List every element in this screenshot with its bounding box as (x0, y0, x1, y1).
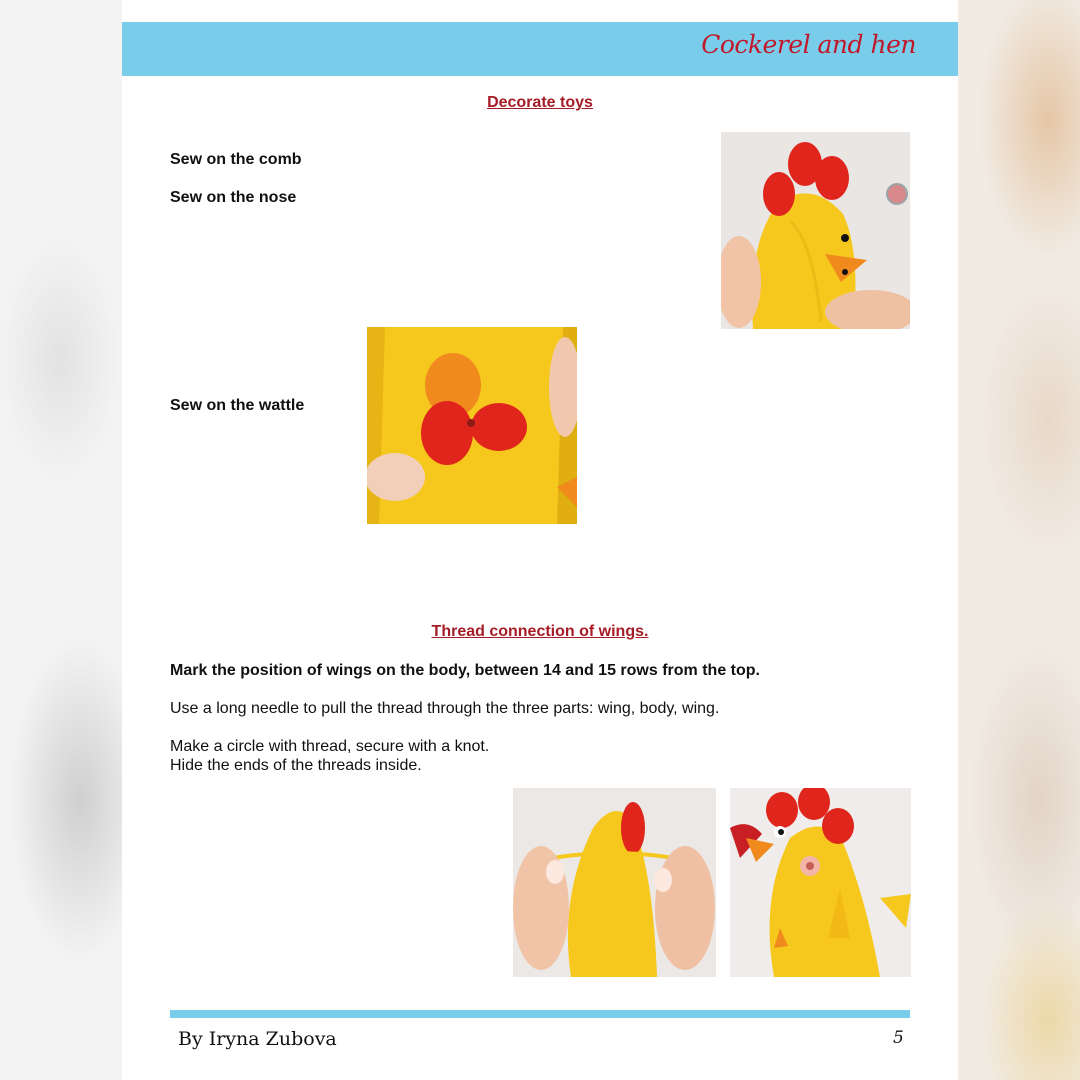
instruction-hide-ends: Hide the ends of the threads inside. (170, 757, 422, 774)
photo-comb-nose (721, 132, 910, 329)
header-bar (122, 22, 958, 76)
section-title-wings: Thread connection of wings. (431, 623, 649, 640)
document-page (122, 0, 958, 1080)
instruction-circle-knot: Make a circle with thread, secure with a knot. (170, 738, 490, 755)
photo-thread-tie (513, 788, 716, 977)
step-wattle: Sew on the wattle (170, 397, 305, 414)
background-blur-left (0, 0, 122, 1080)
step-nose: Sew on the nose (170, 189, 297, 206)
photo-wattle (367, 327, 577, 524)
instruction-pull-thread: Use a long needle to pull the thread through the three parts: wing, body, wing. (170, 700, 720, 717)
section-title-decorate: Decorate toys (487, 94, 593, 111)
background-blur-right (958, 0, 1080, 1080)
step-comb: Sew on the comb (170, 151, 302, 168)
instruction-mark-wings: Mark the position of wings on the body, between 14 and 15 rows from the top. (170, 662, 760, 679)
photo-cockerel-side (730, 788, 911, 977)
page-number: 5 (893, 1028, 904, 1048)
footer-author: By Iryna Zubova (178, 1028, 337, 1050)
footer-rule (170, 1010, 910, 1018)
header-title: Cockerel and hen (701, 30, 916, 59)
